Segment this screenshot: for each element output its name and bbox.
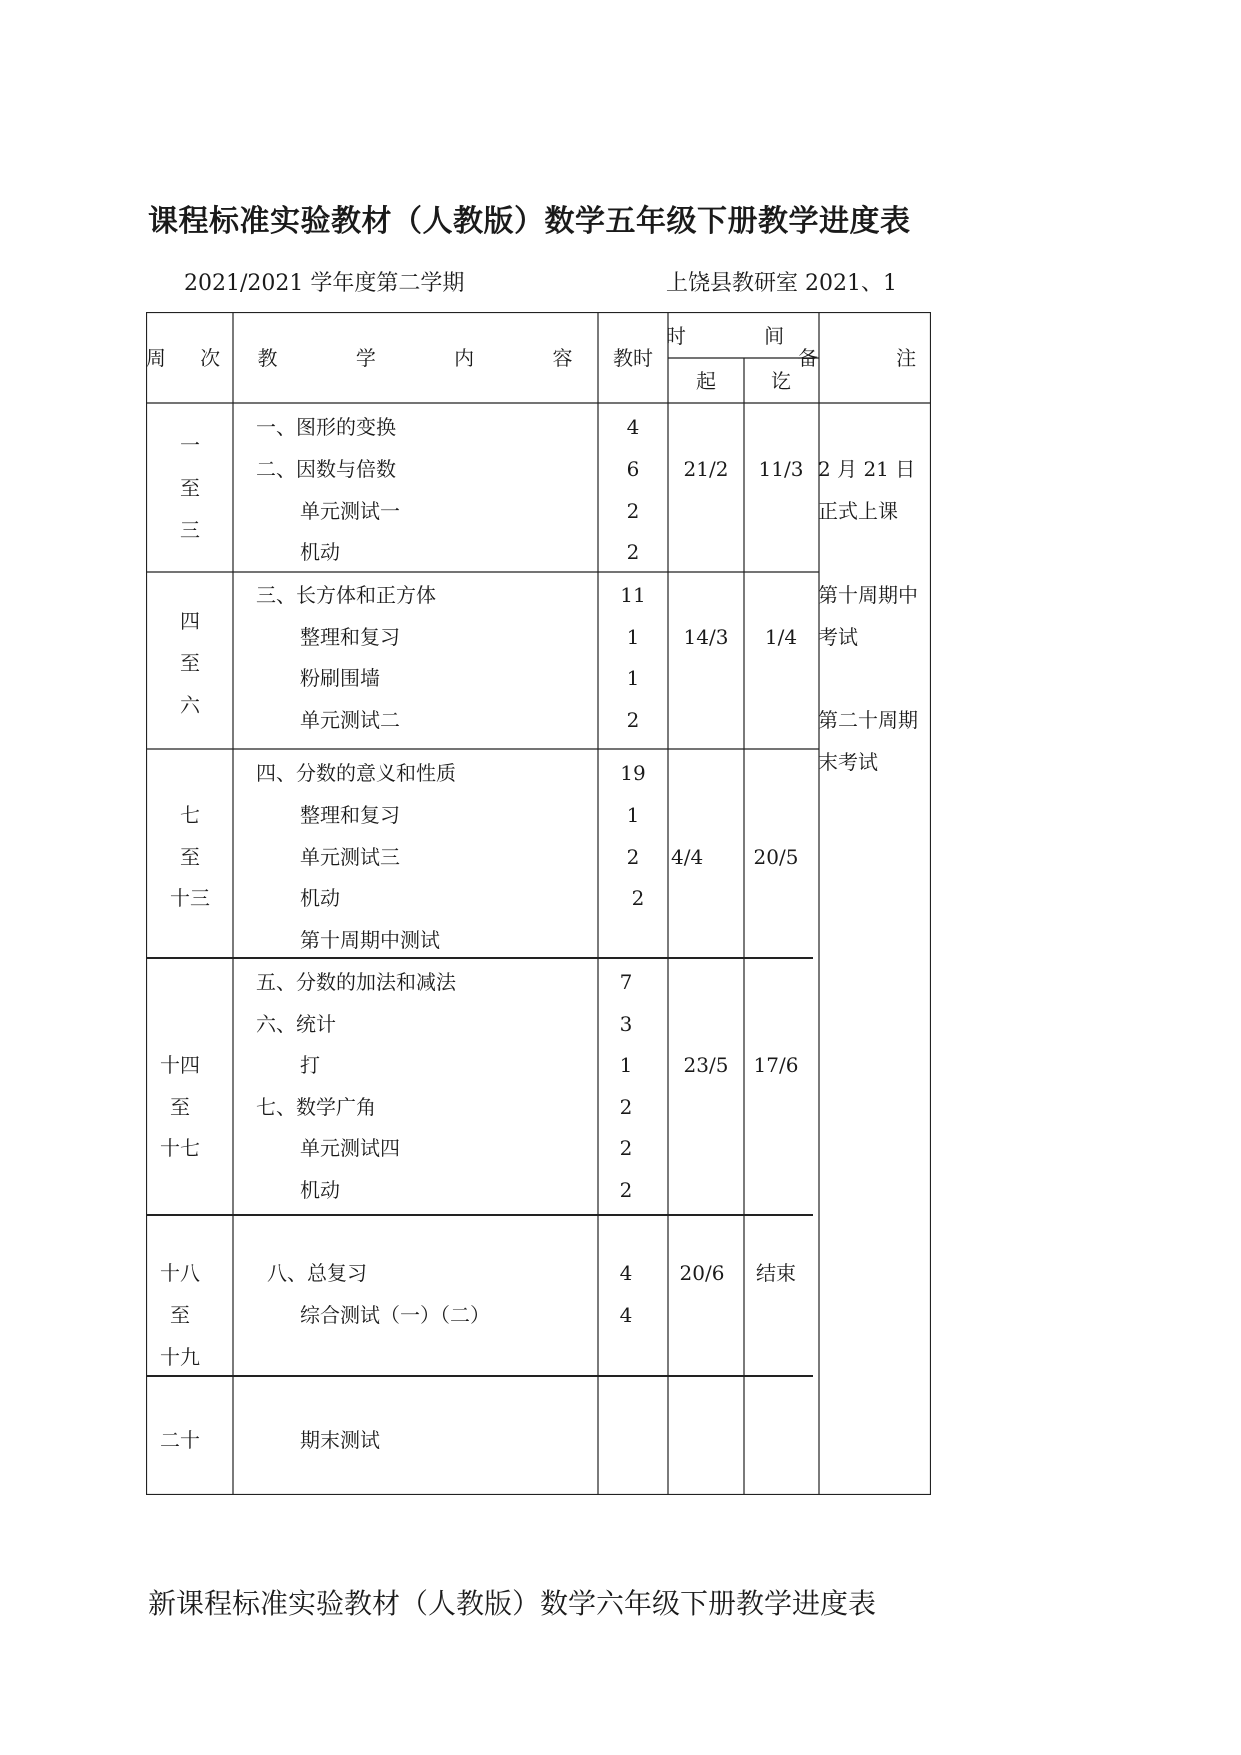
week-label: 三 <box>180 518 200 542</box>
lesson-item: 粉刷围墙 <box>300 666 380 690</box>
lesson-item: 机动 <box>300 540 340 564</box>
lesson-hours: 19 <box>620 761 646 785</box>
lesson-hours: 2 <box>626 845 640 869</box>
note-line: 末考试 <box>818 750 878 774</box>
lesson-hours: 1 <box>626 803 640 827</box>
header-notes: 备 注 <box>797 346 953 370</box>
end-date: 20/5 <box>753 845 799 869</box>
lesson-hours: 2 <box>626 708 640 732</box>
lesson-item: 单元测试一 <box>300 499 400 523</box>
lesson-hours: 4 <box>619 1303 633 1327</box>
table-grid-lines <box>146 312 931 1495</box>
week-label: 十九 <box>160 1345 200 1369</box>
lesson-hours: 2 <box>626 499 640 523</box>
lesson-item: 四、分数的意义和性质 <box>256 761 456 785</box>
schedule-table <box>145 312 953 1495</box>
lesson-hours: 1 <box>626 666 640 690</box>
lesson-hours: 7 <box>619 970 633 994</box>
week-label: 至 <box>180 476 200 500</box>
week-label: 十四 <box>160 1053 200 1077</box>
week-label: 二十 <box>160 1428 200 1452</box>
header-time: 时 间 <box>665 324 821 348</box>
lesson-item: 单元测试三 <box>300 845 400 869</box>
end-date: 17/6 <box>753 1053 799 1077</box>
lesson-hours: 3 <box>619 1012 633 1036</box>
note-line: 第十周期中 <box>818 583 918 607</box>
note-line: 考试 <box>818 625 858 649</box>
week-label: 一 <box>180 433 200 457</box>
week-label: 至 <box>180 845 200 869</box>
start-date: 23/5 <box>683 1053 729 1077</box>
lesson-hours: 4 <box>619 1261 633 1285</box>
week-label: 至 <box>170 1095 190 1119</box>
week-label: 十三 <box>170 886 210 910</box>
lesson-hours: 6 <box>626 457 640 481</box>
lesson-item: 打 <box>300 1053 320 1077</box>
lesson-item: 整理和复习 <box>300 625 400 649</box>
lesson-hours: 1 <box>619 1053 633 1077</box>
lesson-item: 单元测试四 <box>300 1136 400 1160</box>
lesson-item: 期末测试 <box>300 1428 380 1452</box>
end-date: 1/4 <box>764 625 798 649</box>
start-date: 20/6 <box>679 1261 725 1285</box>
lesson-hours: 2 <box>619 1095 633 1119</box>
header-hours: 教时 <box>613 346 653 370</box>
note-line: 第二十周期 <box>818 708 918 732</box>
lesson-item: 三、长方体和正方体 <box>256 583 436 607</box>
lesson-hours: 2 <box>626 540 640 564</box>
lesson-item: 综合测试（一）（二） <box>300 1303 490 1327</box>
week-label: 至 <box>170 1303 190 1327</box>
start-date: 21/2 <box>683 457 729 481</box>
header-start: 起 <box>696 369 716 393</box>
lesson-hours: 2 <box>619 1178 633 1202</box>
lesson-item: 五、分数的加法和减法 <box>256 970 456 994</box>
week-label: 六 <box>180 693 200 717</box>
note-line: 正式上课 <box>818 499 898 523</box>
week-label: 十八 <box>160 1261 200 1285</box>
note-line: 2 月 21 日 <box>818 457 916 481</box>
end-date: 结束 <box>756 1261 796 1285</box>
lesson-item: 八、总复习 <box>267 1261 367 1285</box>
lesson-hours: 11 <box>620 583 646 607</box>
page-title: 课程标准实验教材（人教版）数学五年级下册教学进度表 <box>148 204 911 239</box>
week-label: 七 <box>180 803 200 827</box>
lesson-item: 机动 <box>300 1178 340 1202</box>
lesson-item: 一、图形的变换 <box>256 415 396 439</box>
issuer-label: 上饶县教研室 2021、1 <box>666 271 897 296</box>
week-label: 四 <box>180 609 200 633</box>
end-date: 11/3 <box>758 457 804 481</box>
week-label: 十七 <box>160 1136 200 1160</box>
start-date: 4/4 <box>671 845 704 869</box>
start-date: 14/3 <box>683 625 729 649</box>
header-content: 教 学 内 容 <box>257 346 609 370</box>
lesson-item: 六、统计 <box>256 1012 336 1036</box>
lesson-hours: 2 <box>631 886 645 910</box>
lesson-hours: 4 <box>626 415 640 439</box>
lesson-item: 机动 <box>300 886 340 910</box>
lesson-hours: 2 <box>619 1136 633 1160</box>
semester-label: 2021/2021 学年度第二学期 <box>184 271 465 296</box>
lesson-item: 单元测试二 <box>300 708 400 732</box>
header-week: 周 次 <box>145 346 235 370</box>
lesson-item: 二、因数与倍数 <box>256 457 396 481</box>
lesson-item: 七、数学广角 <box>256 1095 376 1119</box>
week-label: 至 <box>180 651 200 675</box>
lesson-item: 第十周期中测试 <box>300 928 440 952</box>
header-end: 讫 <box>771 369 791 393</box>
next-section-title: 新课程标准实验教材（人教版）数学六年级下册教学进度表 <box>148 1587 877 1620</box>
lesson-item: 整理和复习 <box>300 803 400 827</box>
lesson-hours: 1 <box>626 625 640 649</box>
